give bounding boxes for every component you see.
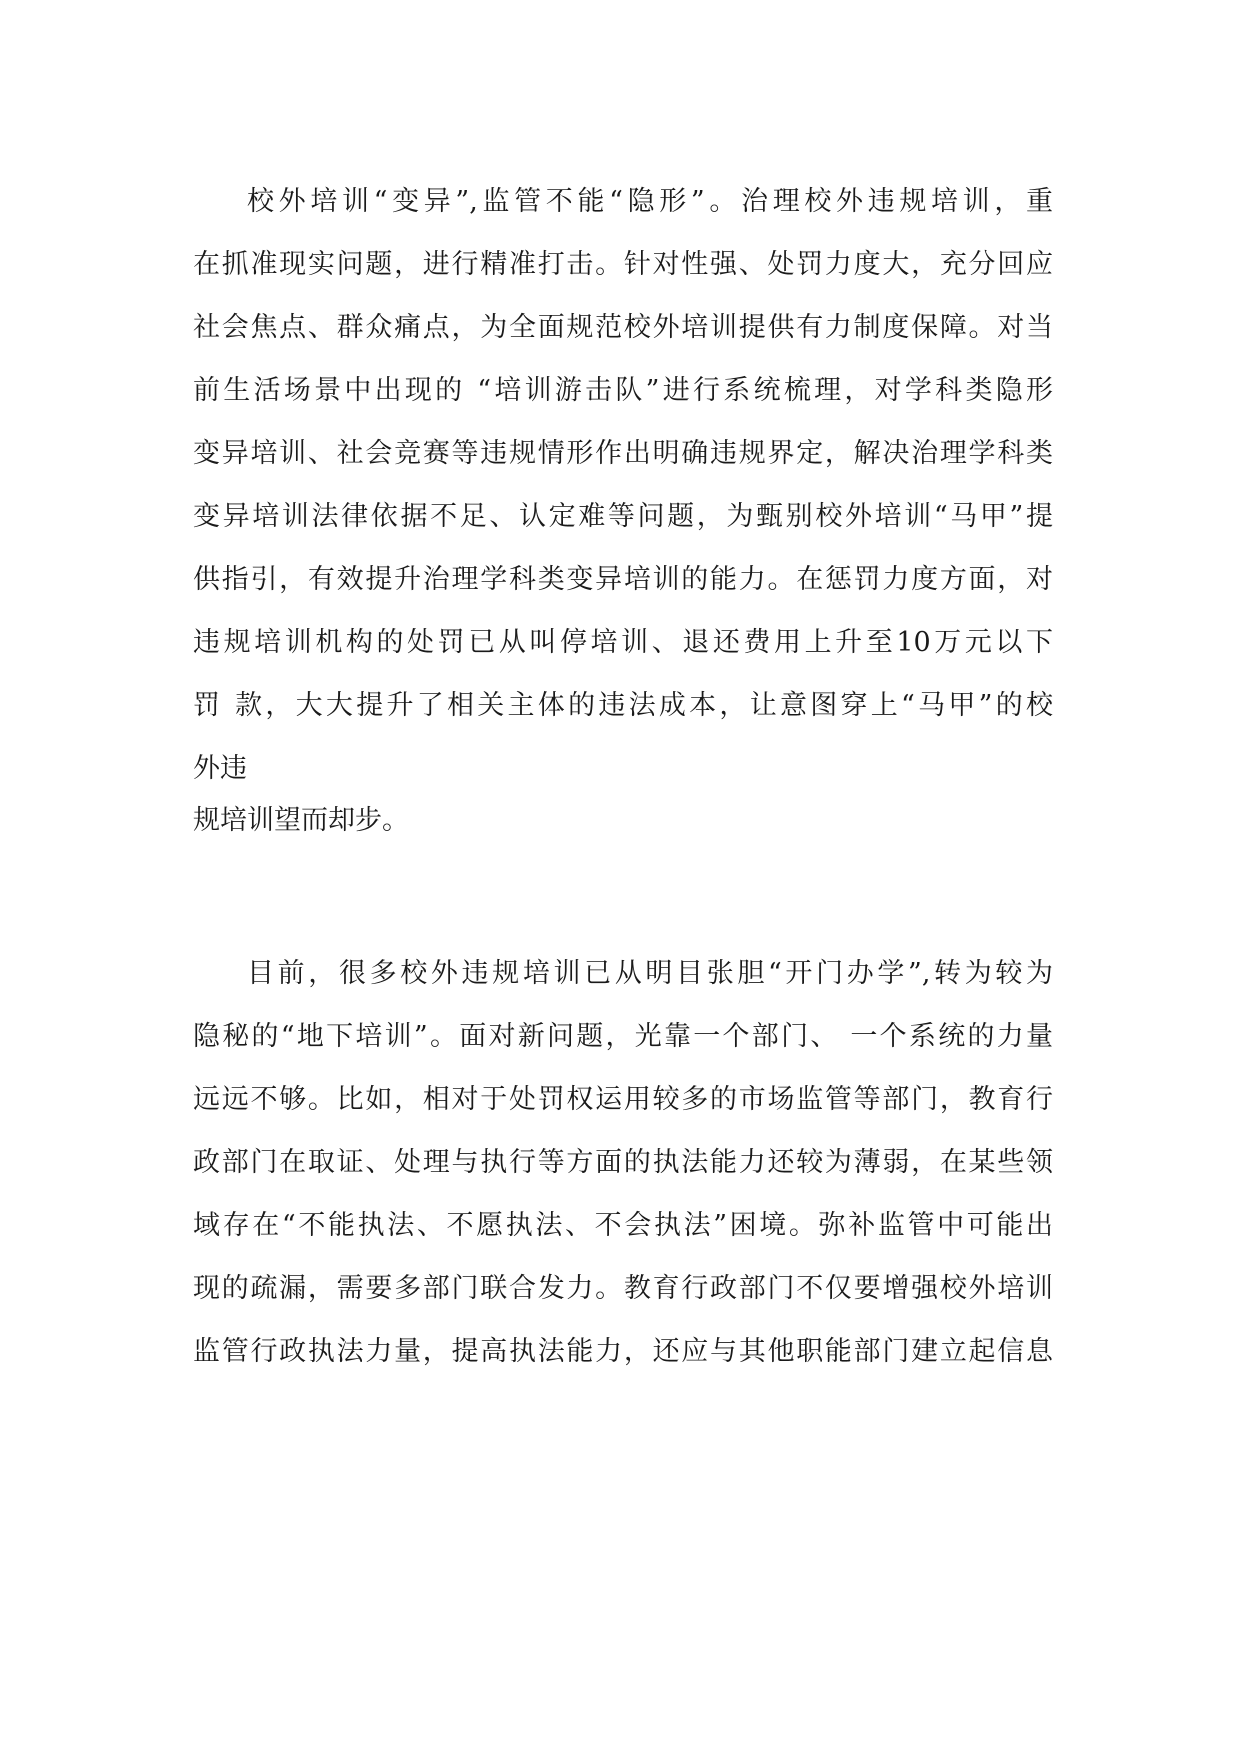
paragraph-1-line-11: 规培训望而却步。 [193,805,409,836]
paragraph-1-line-4: 前生活场景中出现的 “培训游击队”进行系统梳理，对学科类隐形 [193,375,1053,406]
paragraph-1-line-9: 罚 款，大大提升了相关主体的违法成本，让意图穿上“马甲”的校 [193,690,1053,721]
paragraph-1-line-8: 违规培训机构的处罚已从叫停培训、退还费用上升至10万元以下 [193,627,1053,658]
paragraph-2-line-1: 目前，很多校外违规培训已从明目张胆“开门办学”,转为较为 [247,958,1053,989]
paragraph-1-line-7: 供指引，有效提升治理学科类变异培训的能力。在惩罚力度方面，对 [193,564,1053,595]
paragraph-1-line-2: 在抓准现实问题，进行精准打击。针对性强、处罚力度大，充分回应 [193,249,1053,280]
paragraph-2-line-7: 监管行政执法力量，提高执法能力，还应与其他职能部门建立起信息 [193,1336,1053,1367]
paragraph-2-line-2: 隐秘的“地下培训”。面对新问题，光靠一个部门、 一个系统的力量 [193,1021,1053,1052]
paragraph-1-line-1: 校外培训“变异”,监管不能“隐形”。治理校外违规培训，重 [247,186,1053,217]
paragraph-2-line-6: 现的疏漏，需要多部门联合发力。教育行政部门不仅要增强校外培训 [193,1273,1053,1304]
paragraph-2 [193,956,1053,1397]
paragraph-2-line-4: 政部门在取证、处理与执行等方面的执法能力还较为薄弱，在某些领 [193,1147,1053,1178]
paragraph-1-line-6: 变异培训法律依据不足、认定难等问题，为甄别校外培训“马甲”提 [193,501,1053,532]
paragraph-1-line-3: 社会焦点、群众痛点，为全面规范校外培训提供有力制度保障。对当 [193,312,1053,343]
paragraph-2-line-5: 域存在“不能执法、不愿执法、不会执法”困境。弥补监管中可能出 [193,1210,1053,1241]
paragraph-1-line-5: 变异培训、社会竞赛等违规情形作出明确违规界定，解决治理学科类 [193,438,1053,469]
paragraph-1-line-10: 外违 [193,753,247,784]
paragraph-2-line-3: 远远不够。比如，相对于处罚权运用较多的市场监管等部门，教育行 [193,1084,1053,1115]
paragraph-1 [193,184,1053,855]
